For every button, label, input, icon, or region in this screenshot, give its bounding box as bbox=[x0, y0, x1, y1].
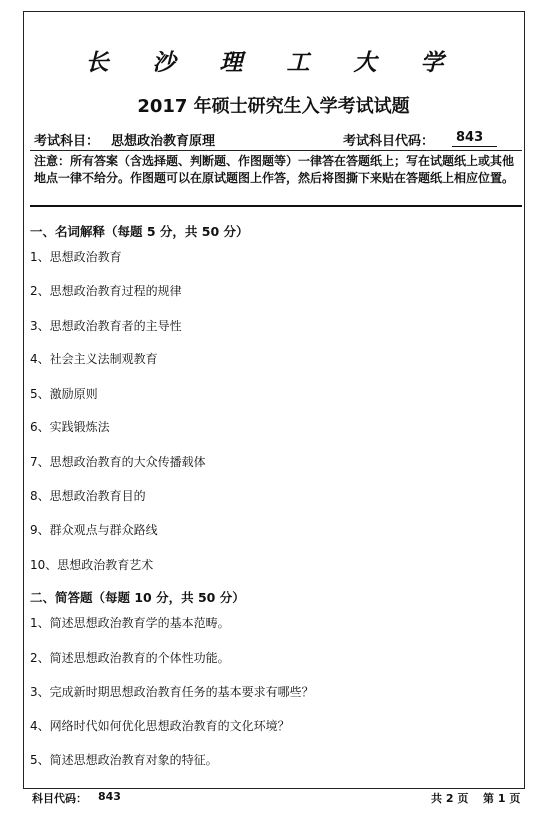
notice-divider bbox=[30, 205, 522, 207]
question-item: 10、思想政治教育艺术 bbox=[30, 558, 154, 572]
subject-code-value: 843 bbox=[452, 130, 497, 147]
question-item: 4、社会主义法制观教育 bbox=[30, 352, 158, 366]
university-name: 长 沙 理 工 大 学 bbox=[85, 49, 462, 76]
section-heading: 二、简答题（每题 10 分，共 50 分） bbox=[30, 590, 245, 605]
exam-title: 2017 年硕士研究生入学考试试题 bbox=[137, 96, 410, 117]
footer-total-pages: 共 2 页 bbox=[431, 792, 469, 805]
subject-value: 思想政治教育原理 bbox=[107, 130, 237, 151]
question-item: 5、激励原则 bbox=[30, 387, 98, 401]
question-item: 9、群众观点与群众路线 bbox=[30, 523, 158, 537]
question-item: 1、思想政治教育 bbox=[30, 250, 122, 264]
question-item: 4、网络时代如何优化思想政治教育的文化环境？ bbox=[30, 719, 290, 733]
question-item: 8、思想政治教育目的 bbox=[30, 489, 146, 503]
question-item: 6、实践锻炼法 bbox=[30, 420, 110, 434]
question-item: 3、完成新时期思想政治教育任务的基本要求有哪些？ bbox=[30, 685, 314, 699]
footer-page-number: 第 1 页 bbox=[483, 792, 521, 805]
footer-code-label: 科目代码： bbox=[32, 792, 87, 805]
exam-notice: 注意：所有答案（含选择题、判断题、作图题等）一律答在答题纸上；写在试题纸上或其他地点一律不给分。作图题可以在原试题图上作答，然后将图撕下来贴在答题纸上相应位置。 bbox=[34, 154, 515, 185]
question-item: 2、简述思想政治教育的个体性功能。 bbox=[30, 651, 230, 665]
question-item: 2、思想政治教育过程的规律 bbox=[30, 284, 182, 298]
question-item: 7、思想政治教育的大众传播载体 bbox=[30, 455, 206, 469]
question-item: 5、简述思想政治教育对象的特征。 bbox=[30, 753, 218, 767]
header-divider bbox=[30, 150, 522, 151]
subject-code-label: 考试科目代码： bbox=[343, 134, 435, 149]
section-heading: 一、名词解释（每题 5 分，共 50 分） bbox=[30, 224, 249, 239]
page-border bbox=[23, 11, 525, 789]
footer-code-value: 843 bbox=[98, 790, 121, 803]
subject-label: 考试科目： bbox=[34, 134, 100, 149]
question-item: 3、思想政治教育者的主导性 bbox=[30, 319, 182, 333]
question-item: 1、简述思想政治教育学的基本范畴。 bbox=[30, 616, 230, 630]
